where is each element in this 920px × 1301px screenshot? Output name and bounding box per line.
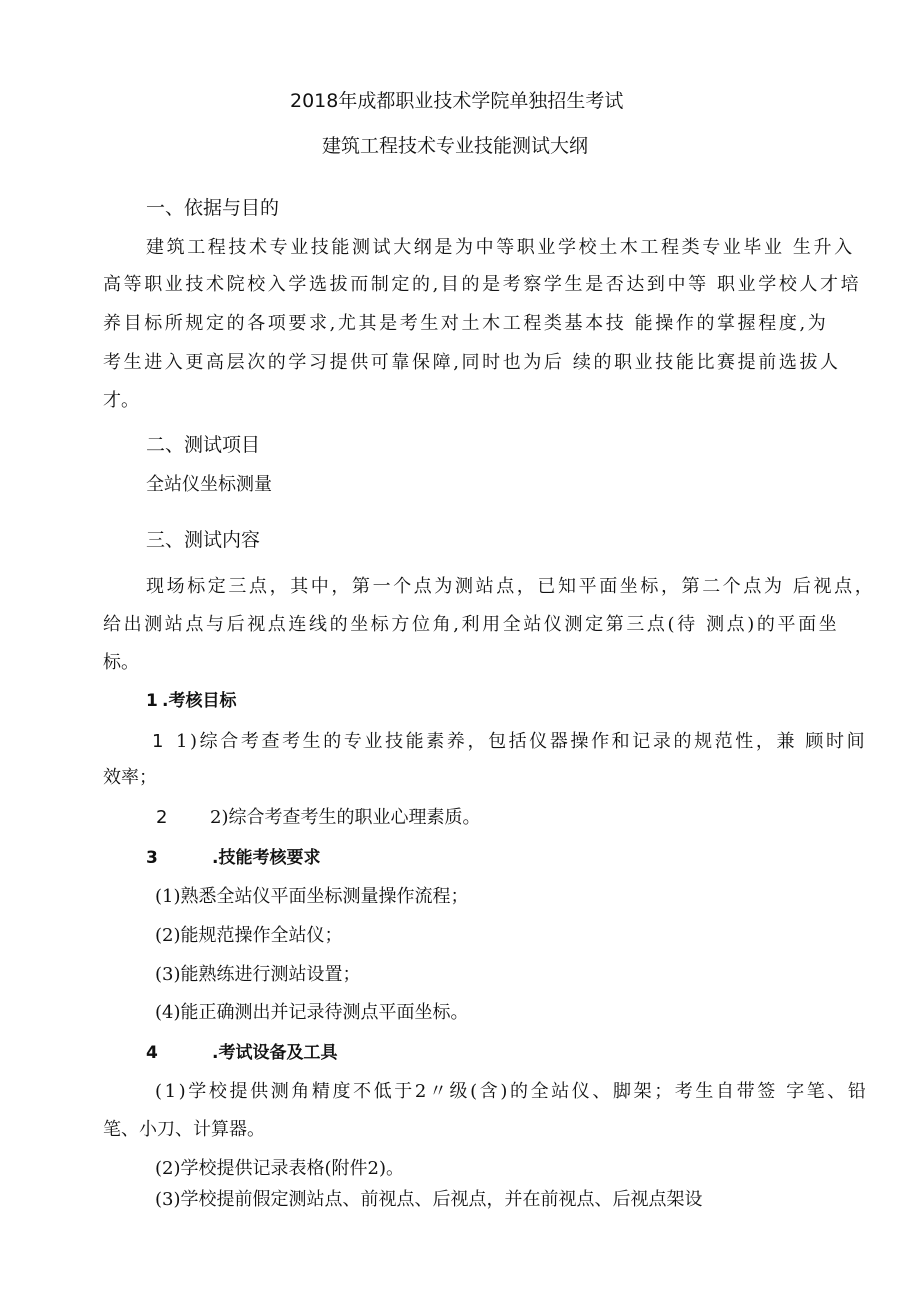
list-item: 1)综合考查考生的专业技能素养，包括仪器操作和记录的规范性，兼 顾时间	[176, 731, 868, 752]
document-subtitle: 建筑工程技术专业技能测试大纲	[322, 135, 589, 157]
list-item-continuation: 笔、小刀、计算器。	[103, 1119, 265, 1140]
paragraph-line: 考生进入更高层次的学习提供可靠保障,同时也为后 续的职业技能比赛提前选拔人	[103, 352, 841, 373]
list-item: (3)学校提前假定测站点、前视点、后视点，并在前视点、后视点架设	[155, 1189, 703, 1210]
subsection-title: .技能考核要求	[212, 848, 321, 868]
section-heading-basis: 一、依据与目的	[146, 197, 280, 219]
list-item: (2)能规范操作全站仪；	[155, 925, 343, 946]
list-item-continuation: 效率；	[103, 767, 157, 788]
paragraph-line: 建筑工程技术专业技能测试大纲是为中等职业学校土木工程类专业毕业 生升入	[146, 237, 855, 258]
section-heading-test-item: 二、测试项目	[146, 434, 261, 456]
list-item: (3)能熟练进行测站设置；	[155, 964, 361, 985]
list-number: 2	[156, 807, 168, 828]
subsection-title: .考核目标	[162, 691, 237, 711]
subsection-number: 3	[146, 848, 158, 868]
paragraph-line: 高等职业技术院校入学选拔而制定的,目的是考察学生是否达到中等 职业学校人才培	[103, 274, 862, 295]
paragraph-line: 现场标定三点，其中，第一个点为测站点，已知平面坐标，第二个点为 后视点，	[146, 576, 876, 597]
subsection-number: 4	[146, 1043, 158, 1063]
paragraph-line: 养目标所规定的各项要求,尤其是考生对土木工程类基本技 能操作的掌握程度,为	[103, 313, 829, 334]
paragraph-line: 才。	[103, 390, 139, 411]
paragraph-line: 给出测站点与后视点连线的坐标方位角,利用全站仪测定第三点(待 测点)的平面坐	[103, 614, 840, 635]
paragraph-line: 标。	[103, 652, 139, 673]
document-title: 2018年成都职业技术学院单独招生考试	[290, 90, 624, 112]
subsection-number: 1	[146, 691, 158, 711]
list-item: 2)综合考查考生的职业心理素质。	[210, 807, 481, 828]
list-item: (4)能正确测出并记录待测点平面坐标。	[155, 1002, 469, 1023]
test-item-text: 全站仪坐标测量	[146, 474, 272, 495]
list-item: (1)学校提供测角精度不低于2〃级(含)的全站仪、脚架；考生自带签 字笔、铅	[155, 1081, 869, 1102]
list-number: 1	[152, 731, 164, 752]
list-item: (2)学校提供记录表格(附件2)。	[155, 1158, 404, 1179]
subsection-title: .考试设备及工具	[212, 1043, 338, 1063]
list-item: (1)熟悉全站仪平面坐标测量操作流程；	[155, 886, 469, 907]
section-heading-test-content: 三、测试内容	[146, 529, 261, 551]
